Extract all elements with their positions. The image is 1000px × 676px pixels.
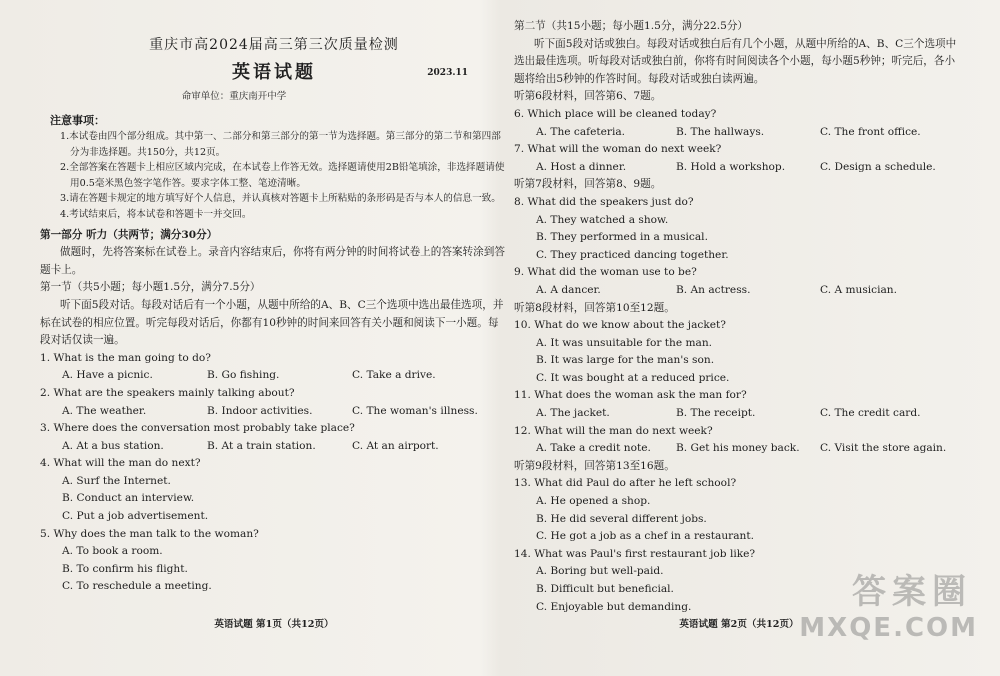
option-c[interactable]: C. Enjoyable but demanding. [536,600,692,613]
question-2-options [40,403,508,421]
notice-item: 1.本试卷由四个部分组成。其中第一、二部分和第三部分的第一节为选择题。第三部分的第二节和第四部分为非选择题。共150分，共12页。 [60,131,501,158]
option-a[interactable]: A. Boring but well-paid. [536,565,664,578]
question-text: 12. What will the man do next week? [514,424,713,437]
question-1-options [40,367,508,385]
page-footer: 英语试题 第2页（共12页） [679,619,799,630]
option-b[interactable]: B. The receipt. [676,407,756,420]
exam-date: 2023.11 [427,68,468,78]
option-b[interactable]: B. Difficult but beneficial. [536,583,674,595]
question-4: 4. What will the man do next? [40,457,201,470]
section2-title: 第二节（共15小题；每小题1.5分，满分22.5分） [514,20,749,32]
question-2: 2. What are the speakers mainly talking about? [40,386,295,399]
option-b[interactable]: B. Get his money back. [676,442,800,455]
option-a[interactable]: A. The weather. [62,404,147,417]
option-b[interactable]: B. To confirm his flight. [62,562,188,575]
question-options [514,282,964,300]
notice-item: 3.请在答题卡规定的地方填写好个人信息，并认真核对答题卡上所粘贴的条形码是否与本人的信息一致。 [60,193,501,205]
option-b[interactable]: B. It was large for the man's son. [536,354,715,367]
option-c[interactable]: C. Design a schedule. [820,160,936,173]
watermark-domain: MXQE.COM [799,613,978,643]
question-text: 10. What do we know about the jacket? [514,319,726,332]
question-1: 1. What is the man going to do? [40,351,211,364]
option-b[interactable]: B. An actress. [676,283,751,296]
option-a[interactable]: A. Have a picnic. [62,369,153,382]
page-footer: 英语试题 第1页（共12页） [214,619,334,630]
watermark-logo-text: 答案圈 [852,572,972,612]
option-a[interactable]: A. Take a credit note. [536,442,651,455]
option-a[interactable]: A. They watched a show. [536,213,669,226]
option-c[interactable]: C. To reschedule a meeting. [62,580,212,593]
option-c[interactable]: C. The woman's illness. [352,404,478,417]
section2-intro: 听下面5段对话或独白。每段对话或独白后有几个小题，从题中所给的A、B、C三个选项中选出最佳选项。听每段对话或独白前，你将有时间阅读各个小题，每小题5秒钟；听完后，各小题将给出5秒钟的作答时间。每段对话或独白读两遍。 [514,37,957,85]
option-c[interactable]: C. He got a job as a chef in a restaurant. [536,530,754,543]
material-label: 听第7段材料，回答第8、9题。 [514,178,662,191]
option-a[interactable]: A. At a bus station. [62,439,164,452]
question-3-options [40,438,508,456]
question-text: 8. What did the speakers just do? [514,195,694,208]
option-a[interactable]: A. The cafeteria. [536,125,626,138]
option-b[interactable]: B. Hold a workshop. [676,160,786,173]
notice-item: 4.考试结束后，将本试卷和答题卡一并交回。 [60,208,252,220]
subject-row [40,60,508,86]
question-5: 5. Why does the man talk to the woman? [40,527,259,540]
question-text: 9. What did the woman use to be? [514,266,697,279]
option-a[interactable]: A. The jacket. [536,407,610,420]
option-b[interactable]: B. They performed in a musical. [536,231,708,244]
option-a[interactable]: A. He opened a shop. [536,495,651,508]
material-label: 听第6段材料，回答第6、7题。 [514,90,662,103]
question-text: 11. What does the woman ask the man for? [514,389,747,402]
option-b[interactable]: B. Conduct an interview. [62,492,195,505]
question-text: 14. What was Paul's first restaurant job like? [514,547,756,560]
option-c[interactable]: C. It was bought at a reduced price. [536,371,730,384]
subject-title: 英语试题 [232,62,316,83]
option-c[interactable]: C. The credit card. [820,407,921,420]
part1-title: 第一部分 听力（共两节；满分30分） [40,228,218,241]
option-b[interactable]: B. He did several different jobs. [536,512,707,525]
option-a[interactable]: A. A dancer. [536,283,601,296]
option-c[interactable]: C. A musician. [820,283,898,296]
question-text: 13. What did Paul do after he left school? [514,477,737,490]
author-line: 命审单位：重庆南开中学 [181,91,287,102]
option-b[interactable]: B. The hallways. [676,125,765,138]
option-b[interactable]: B. Go fishing. [207,369,280,382]
question-options [514,124,964,142]
right-question-list [514,88,964,616]
question-options [514,405,964,423]
question-text: 7. What will the woman do next week? [514,143,722,156]
option-c[interactable]: C. Visit the store again. [820,442,947,455]
option-b[interactable]: B. At a train station. [207,439,316,452]
option-c[interactable]: C. At an airport. [352,439,439,452]
material-label: 听第9段材料，回答第13至16题。 [514,459,675,472]
notice-title: 注意事项： [50,114,105,127]
exam-title: 重庆市高2024届高三第三次质量检测 [149,37,399,53]
option-c[interactable]: C. The front office. [820,125,921,138]
option-c[interactable]: C. They practiced dancing together. [536,248,729,261]
page-1 [40,0,508,676]
material-label: 听第8段材料，回答第10至12题。 [514,301,675,314]
option-a[interactable]: A. It was unsuitable for the man. [536,336,713,349]
question-options [514,440,964,458]
option-a[interactable]: A. To book a room. [62,545,163,558]
part1-intro: 做题时，先将答案标在试卷上。录音内容结束后，你将有两分钟的时间将试卷上的答案转涂到答题卡上。 [40,246,505,276]
notice-item: 2.全部答案在答题卡上相应区域内完成，在本试卷上作答无效。选择题请使用2B铅笔填涂，非选择题请使用0.5毫米黑色签字笔作答。要求字体工整、笔迹清晰。 [60,162,505,189]
option-a[interactable]: A. Surf the Internet. [62,474,171,487]
option-c[interactable]: C. Take a drive. [352,369,436,382]
option-c[interactable]: C. Put a job advertisement. [62,510,209,523]
section1-title: 第一节（共5小题；每小题1.5分，满分7.5分） [40,281,261,294]
question-text: 6. Which place will be cleaned today? [514,107,717,120]
option-a[interactable]: A. Host a dinner. [536,160,627,173]
question-options [514,159,964,177]
option-b[interactable]: B. Indoor activities. [207,404,313,417]
watermark [778,572,978,662]
section1-intro: 听下面5段对话。每段对话后有一个小题，从题中所给的A、B、C三个选项中选出最佳选项，并标在试卷的相应位置。听完每段对话后，你都有10秒钟的时间来回答有关小题和阅读下一小题。每段对话仅读一遍。 [40,298,504,347]
question-3: 3. Where does the conversation most probably take place? [40,422,355,435]
